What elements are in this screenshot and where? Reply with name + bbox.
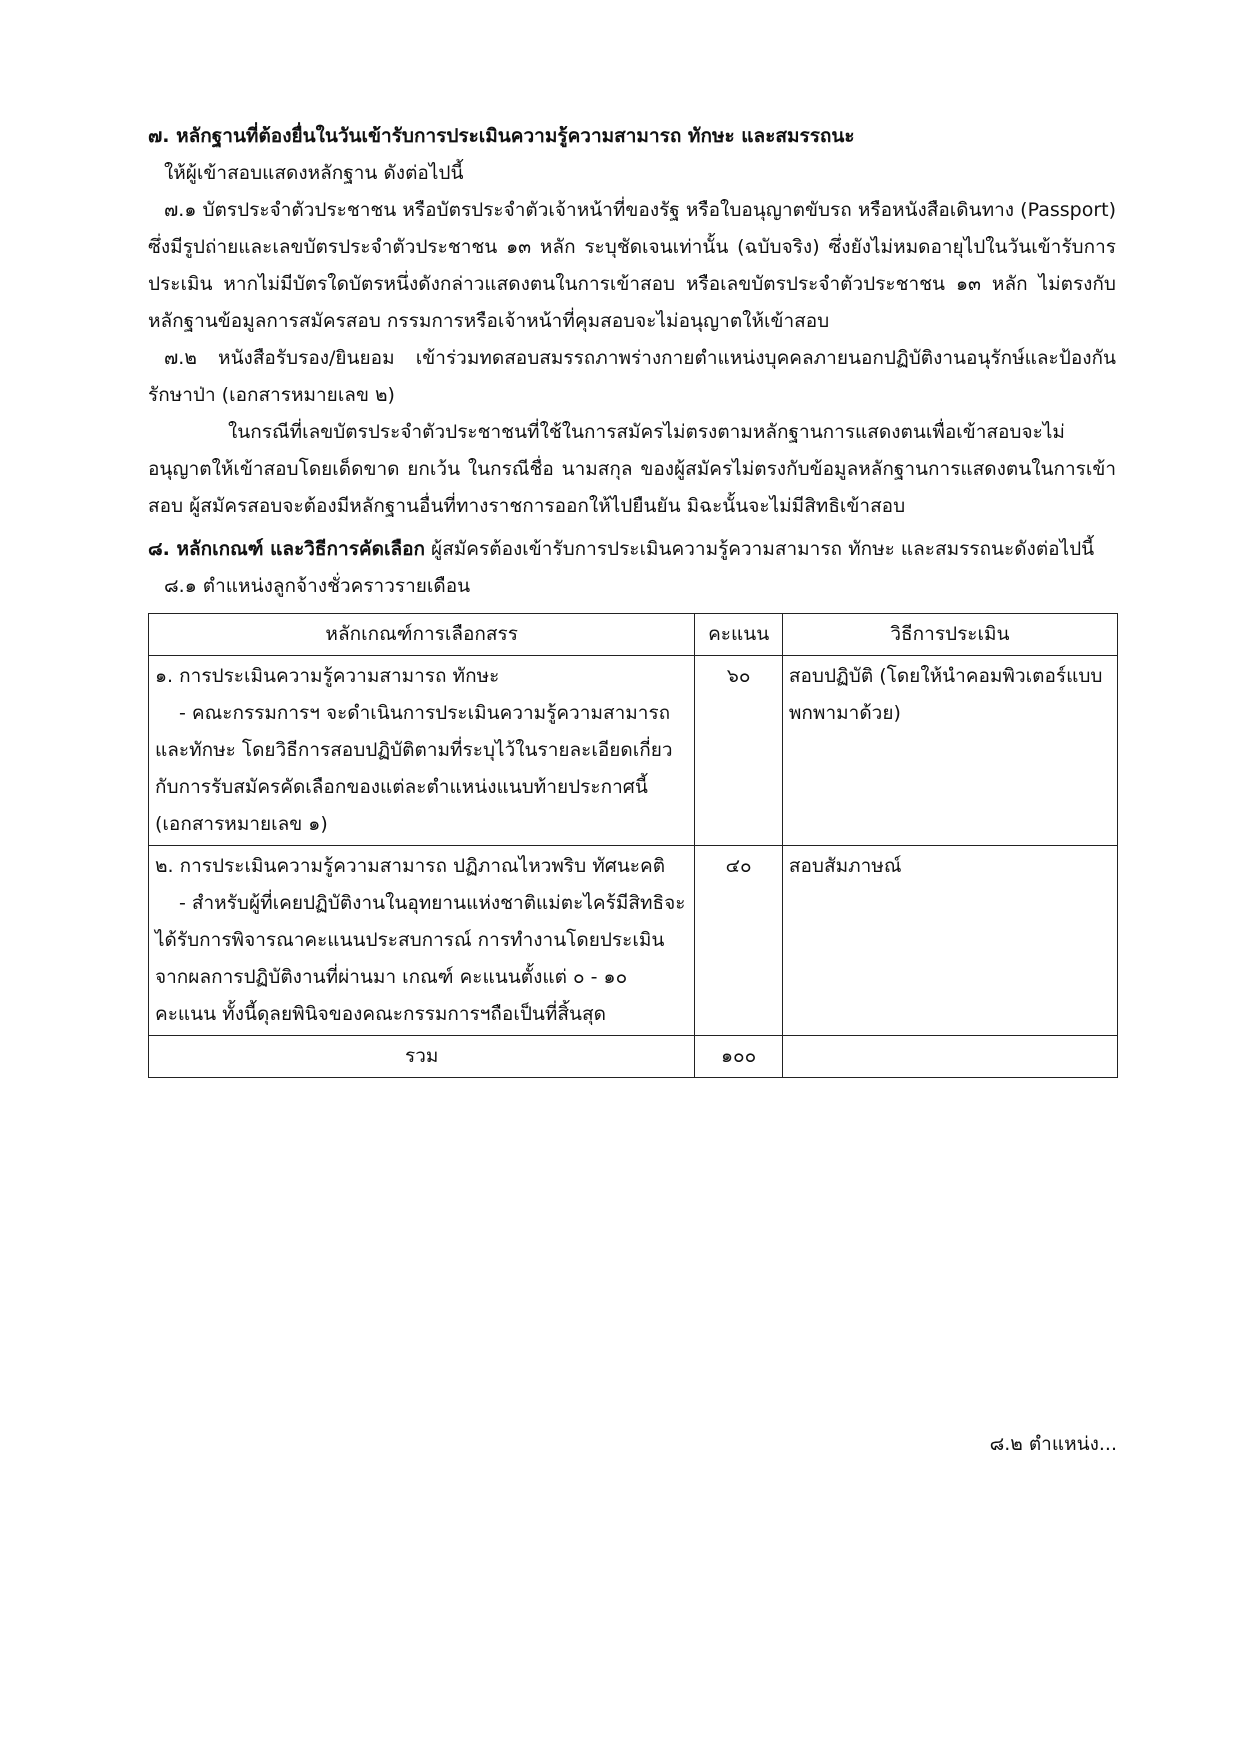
table-row — [149, 846, 1118, 1036]
section-7-item-2: ๗.๒ หนังสือรับรอง/ยินยอม เข้าร่วมทดสอบสมรรถภาพร่างกายตำแหน่งบุคคลภายนอกปฏิบัติงานอนุรักษ์และป้องกันรักษาป่า (เอกสารหมายเลข ๒) — [148, 347, 1116, 406]
method-cell: สอบปฏิบัติ (โดยให้นำคอมพิวเตอร์แบบพกพามาด้วย) — [782, 656, 1117, 846]
score-cell: ๔๐ — [695, 846, 783, 1036]
criteria-cell — [149, 846, 695, 1036]
header-criteria: หลักเกณฑ์การเลือกสรร — [149, 614, 695, 656]
table-total-row — [149, 1036, 1118, 1078]
section-8-heading — [148, 531, 1116, 568]
section-8-sub-1: ๘.๑ ตำแหน่งลูกจ้างชั่วคราวรายเดือน — [164, 575, 471, 597]
table-header-row — [149, 614, 1118, 656]
criteria-title: ๒. การประเมินความรู้ความสามารถ ปฏิภาณไหวพริบ ทัศนะคติ — [155, 855, 666, 877]
document-page — [148, 118, 1116, 1078]
header-score: คะแนน — [695, 614, 783, 656]
criteria-cell — [149, 656, 695, 846]
method-cell: สอบสัมภาษณ์ — [782, 846, 1117, 1036]
section-8-heading-rest: ผู้สมัครต้องเข้ารับการประเมินความรู้ความสามารถ ทักษะ และสมรรถนะดังต่อไปนี้ — [425, 538, 1095, 560]
page-continuation: ๘.๒ ตำแหน่ง... — [989, 1433, 1117, 1455]
header-method: วิธีการประเมิน — [782, 614, 1117, 656]
table-row — [149, 656, 1118, 846]
score-cell: ๖๐ — [695, 656, 783, 846]
section-7-item-1: ๗.๑ บัตรประจำตัวประชาชน หรือบัตรประจำตัวเจ้าหน้าที่ของรัฐ หรือใบอนุญาตขับรถ หรือหนังสือเดินทาง (Passport) ซึ่งมีรูปถ่ายและเลขบัตรประจำตัวประชาชน ๑๓ หลัก ระบุชัดเจนเท่านั้น (ฉบับจริง) ซึ่งยังไม่หมดอายุไปในวันเข้ารับการประเมิน หากไม่มีบัตรใดบัตรหนึ่งดังกล่าวแสดงตนในการเข้าสอบ หรือเลขบัตรประจำตัวประชาชน ๑๓ หลัก ไม่ตรงกับหลักฐานข้อมูลการสมัครสอบ กรรมการหรือเจ้าหน้าที่คุมสอบจะไม่อนุญาตให้เข้าสอบ — [148, 199, 1116, 332]
total-label: รวม — [149, 1036, 695, 1078]
section-7-heading: ๗. หลักฐานที่ต้องยื่นในวันเข้ารับการประเมินความรู้ความสามารถ ทักษะ และสมรรถนะ — [148, 125, 855, 147]
total-score: ๑๐๐ — [695, 1036, 783, 1078]
section-8-heading-bold: ๘. หลักเกณฑ์ และวิธีการคัดเลือก — [148, 538, 426, 560]
criteria-title: ๑. การประเมินความรู้ความสามารถ ทักษะ — [155, 665, 500, 687]
total-method-empty — [782, 1036, 1117, 1078]
criteria-detail: - สำหรับผู้ที่เคยปฏิบัติงานในอุทยานแห่งชาติแม่ตะไคร้มีสิทธิจะได้รับการพิจารณาคะแนนประสบการณ์ การทำงานโดยประเมินจากผลการปฏิบัติงานที่ผ่านมา เกณฑ์ คะแนนตั้งแต่ ๐ - ๑๐ คะแนน ทั้งนี้ดุลยพินิจของคณะกรรมการฯถือเป็นที่สิ้นสุด — [155, 892, 686, 1025]
section-7-note: ในกรณีที่เลขบัตรประจำตัวประชาชนที่ใช้ในการสมัครไม่ตรงตามหลักฐานการแสดงตนเพื่อเข้าสอบจะไม่อนุญาตให้เข้าสอบโดยเด็ดขาด ยกเว้น ในกรณีชื่อ นามสกุล ของผู้สมัครไม่ตรงกับข้อมูลหลักฐานการแสดงตนในการเข้าสอบ ผู้สมัครสอบจะต้องมีหลักฐานอื่นที่ทางราชการออกให้ไปยืนยัน มิฉะนั้นจะไม่มีสิทธิเข้าสอบ — [148, 421, 1116, 517]
section-7-intro: ให้ผู้เข้าสอบแสดงหลักฐาน ดังต่อไปนี้ — [164, 162, 464, 184]
criteria-detail: - คณะกรรมการฯ จะดำเนินการประเมินความรู้ความสามารถและทักษะ โดยวิธีการสอบปฏิบัติตามที่ระบุไว้ในรายละเอียดเกี่ยวกับการรับสมัครคัดเลือกของแต่ละตำแหน่งแนบท้ายประกาศนี้ (เอกสารหมายเลข ๑) — [155, 702, 673, 835]
criteria-table — [148, 613, 1118, 1078]
